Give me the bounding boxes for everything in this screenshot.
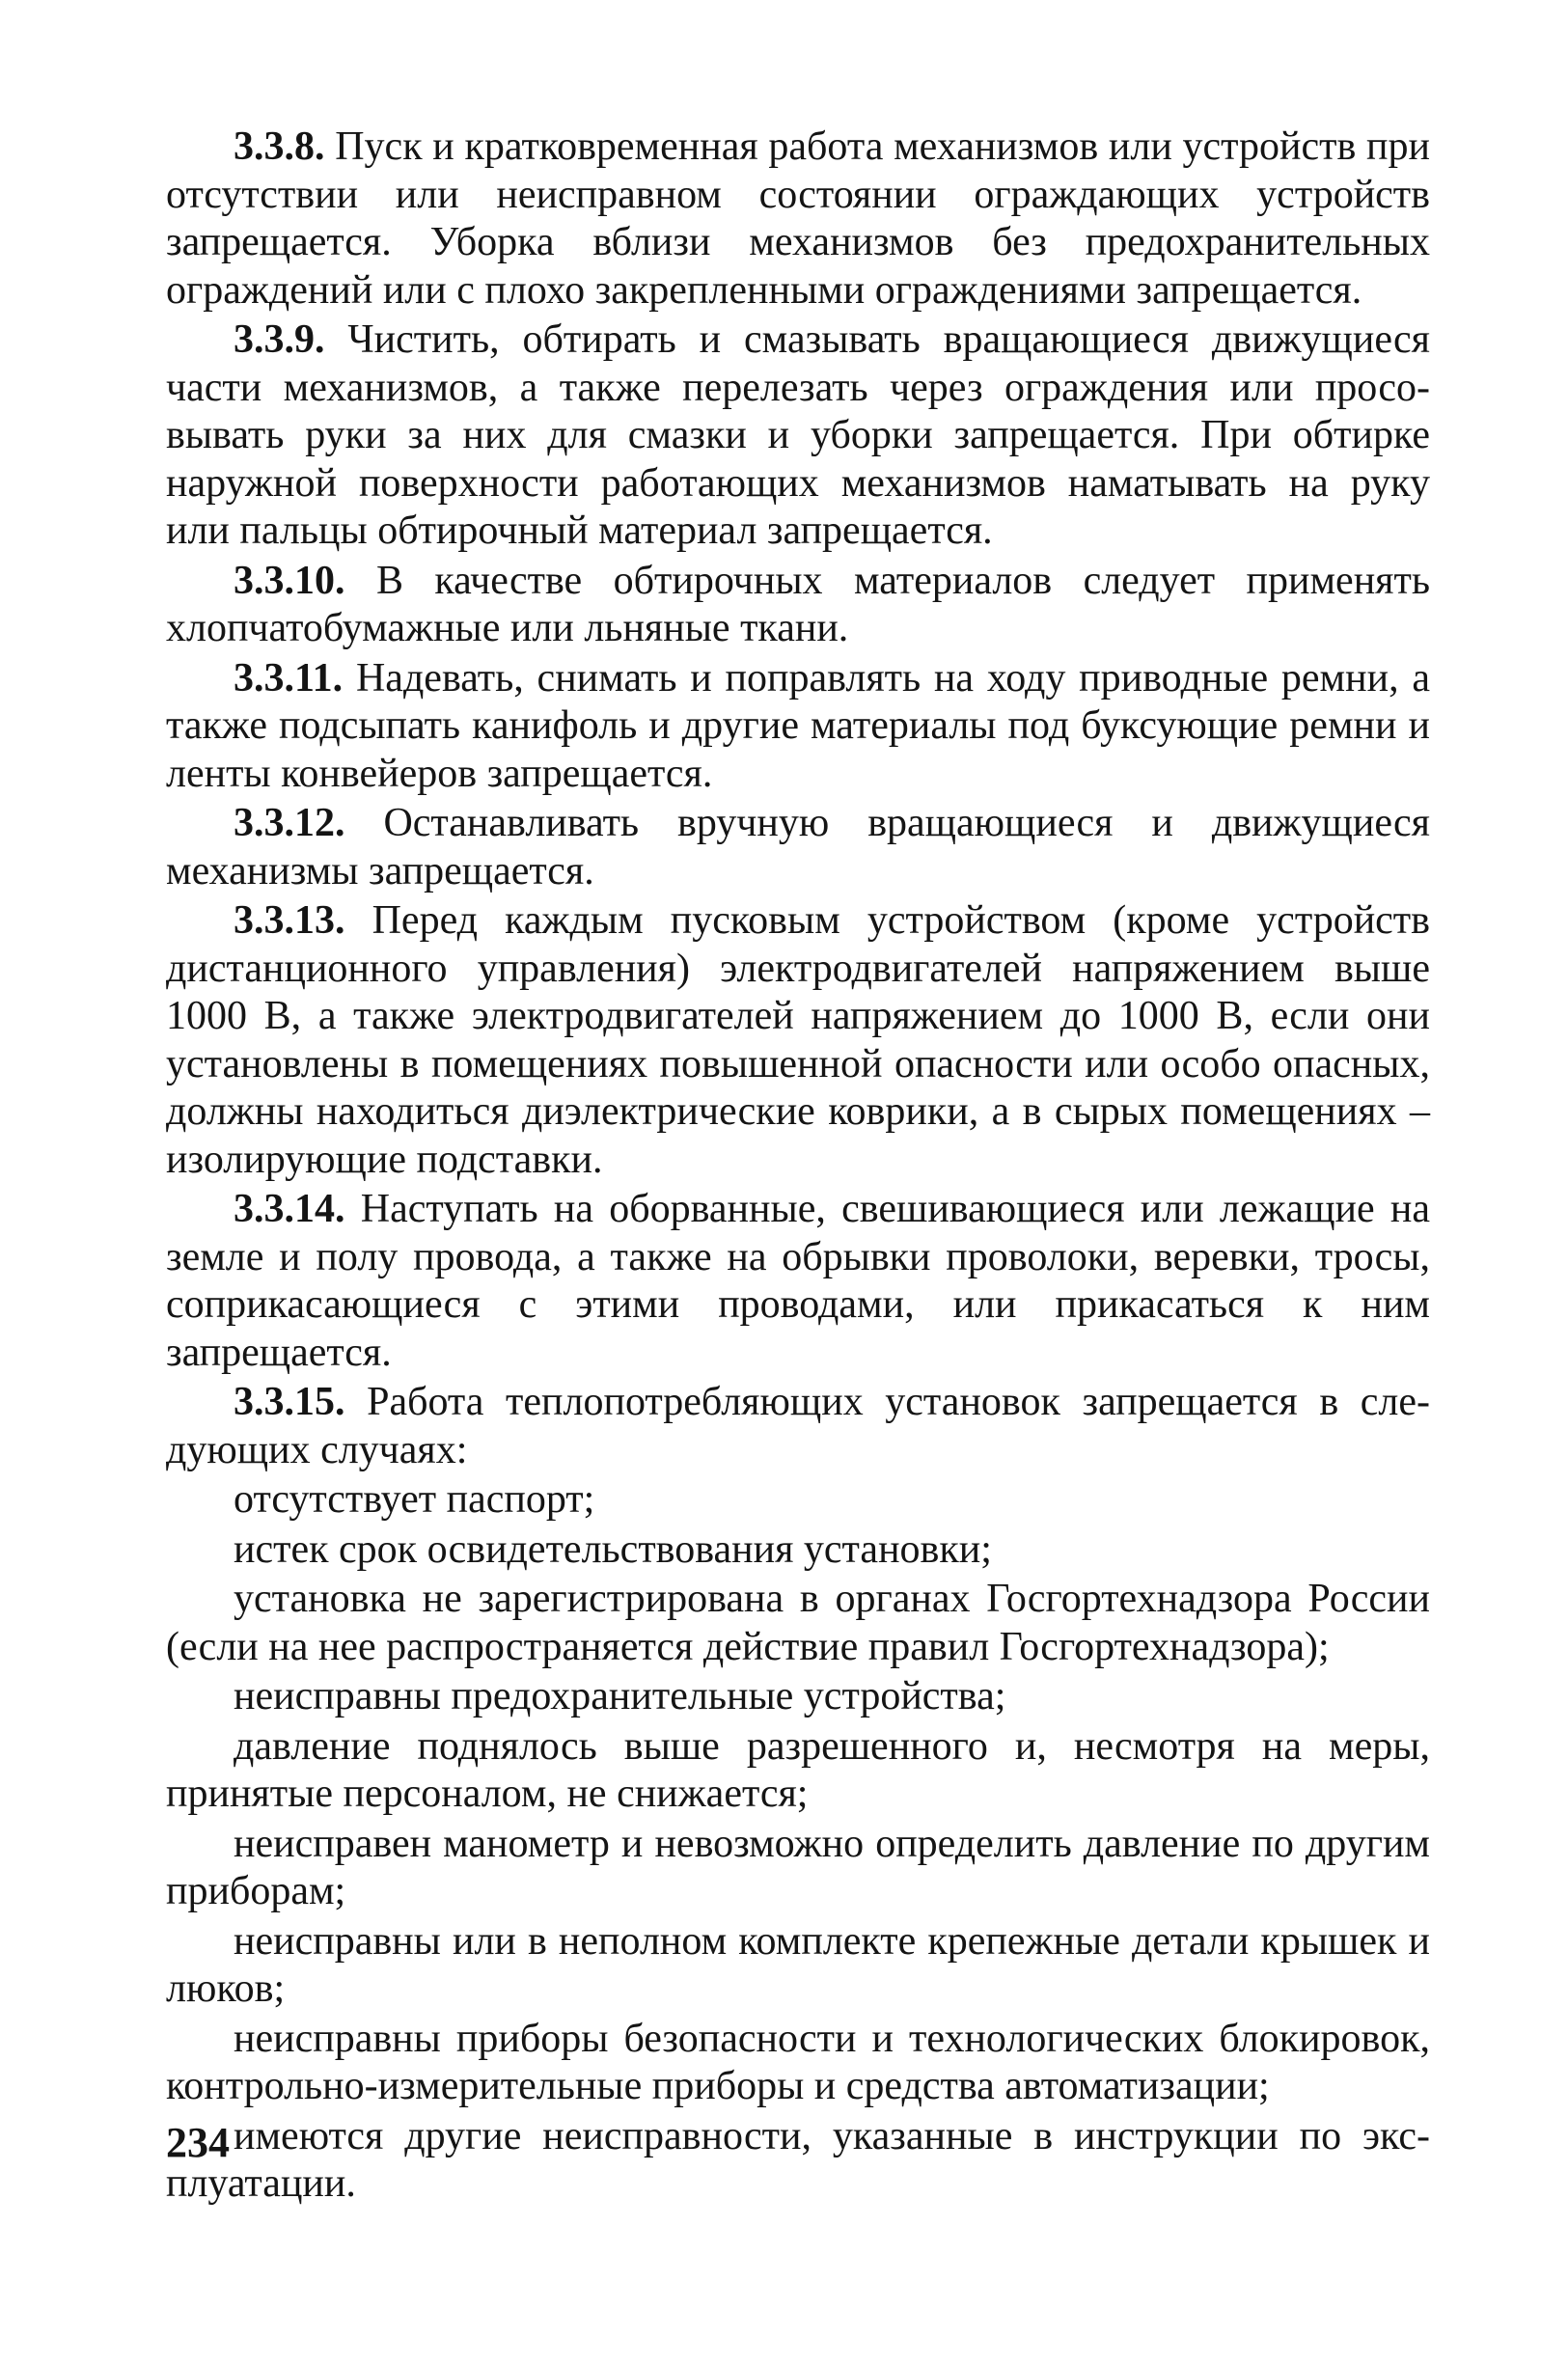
list-item: давление поднялось выше разрешенного и, несмотря на меры, принятые персоналом, не снижается; <box>166 1723 1430 1816</box>
page-body <box>166 124 1430 2211</box>
clause-number: 3.3.11. <box>234 655 344 701</box>
list-item: установка не зарегистрирована в органах Госгортехнадзора России (если на нее распространяется действие правил Госгортехнадзора); <box>166 1577 1430 1669</box>
list-item: неисправны приборы безопасности и технологических блокировок, контрольно-измерительные приборы и средства автоматизации; <box>166 2016 1430 2108</box>
clause-text: Надевать, снимать и поправлять на ходу приводные ремни, а также подсыпать канифоль и другие материалы под буксующие ремни и ленты конвейеров запрещается. <box>166 655 1431 796</box>
list-item: имеются другие неисправности, указанные в инструкции по эксплуатации. <box>166 2113 1430 2206</box>
paragraph-3-3-9 <box>166 316 1430 556</box>
list-item: неисправны предохранительные устройства; <box>234 1674 1006 1718</box>
page-number: 234 <box>166 2119 230 2166</box>
paragraph-3-3-13 <box>166 897 1430 1184</box>
clause-number: 3.3.15. <box>234 1380 345 1424</box>
list-item: неисправен манометр и невозможно определить давление по другим приборам; <box>166 1821 1430 1913</box>
clause-text: Останавливать вручную вращающиеся и движущиеся механизмы запрещается. <box>166 801 1431 893</box>
clause-text: Наступать на оборванные, свешивающиеся или лежащие на земле и полу провода, а также на обрывки проволоки, веревки, тросы, соприкасающиеся с этими проводами, или прикасаться к ним запрещается. <box>166 1187 1430 1375</box>
paragraph-3-3-10 <box>166 558 1430 653</box>
clause-number: 3.3.8. <box>234 124 325 169</box>
clause-number: 3.3.13. <box>234 898 345 943</box>
list-item: отсутствует паспорт; <box>234 1477 595 1522</box>
clause-text: Чистить, обтирать и смазывать вращающиеся движущиеся части механизмов, а также перелезать через ограждения или просовывать руки за них для смазки и уборки запрещается. При обтирке наружной поверхности работающих механизмов наматывать на руку или пальцы обтирочный материал запрещается. <box>166 317 1430 553</box>
paragraph-3-3-14 <box>166 1186 1430 1377</box>
list-item: неисправны или в неполном комплекте крепежные детали крышек и люков; <box>166 1918 1430 2011</box>
clause-number: 3.3.9. <box>234 317 325 362</box>
clause-number: 3.3.12. <box>234 801 345 845</box>
paragraph-3-3-12 <box>166 800 1430 895</box>
clause-text: Перед каждым пусковым устройством (кроме устройств дистанционного управления) электродвигателей напряжением выше 1000 В, а также электродвигателей напряжением до 1000 В, если они установлены в помещениях повышенной опасности или особо опасных, должны находиться диэлектрические коврики, а в сырых помещениях – изолирующие подставки. <box>166 898 1430 1182</box>
clause-number: 3.3.10. <box>234 558 345 603</box>
paragraph-3-3-8 <box>166 124 1430 315</box>
clause-number: 3.3.14. <box>234 1187 345 1231</box>
list-item: истек срок освидетельствования установки; <box>234 1526 992 1572</box>
paragraph-3-3-11 <box>166 655 1430 799</box>
prohibition-cases-list <box>166 1476 1430 2209</box>
clause-text: В качестве обтирочных материалов следует применять хлопчатобумажные или льняные ткани. <box>166 558 1430 650</box>
clause-text: Работа теплопотребляющих установок запрещается в следующих случаях: <box>166 1380 1430 1472</box>
clause-text: Пуск и кратковременная работа механизмов или устройств при отсутствии или неисправном состоянии ограждающих устройств запрещается. Уборка вблизи механизмов без предохранительных ограждений или с плохо закрепленными ограждениями запрещается. <box>166 124 1430 313</box>
paragraph-3-3-15 <box>166 1379 1430 1474</box>
